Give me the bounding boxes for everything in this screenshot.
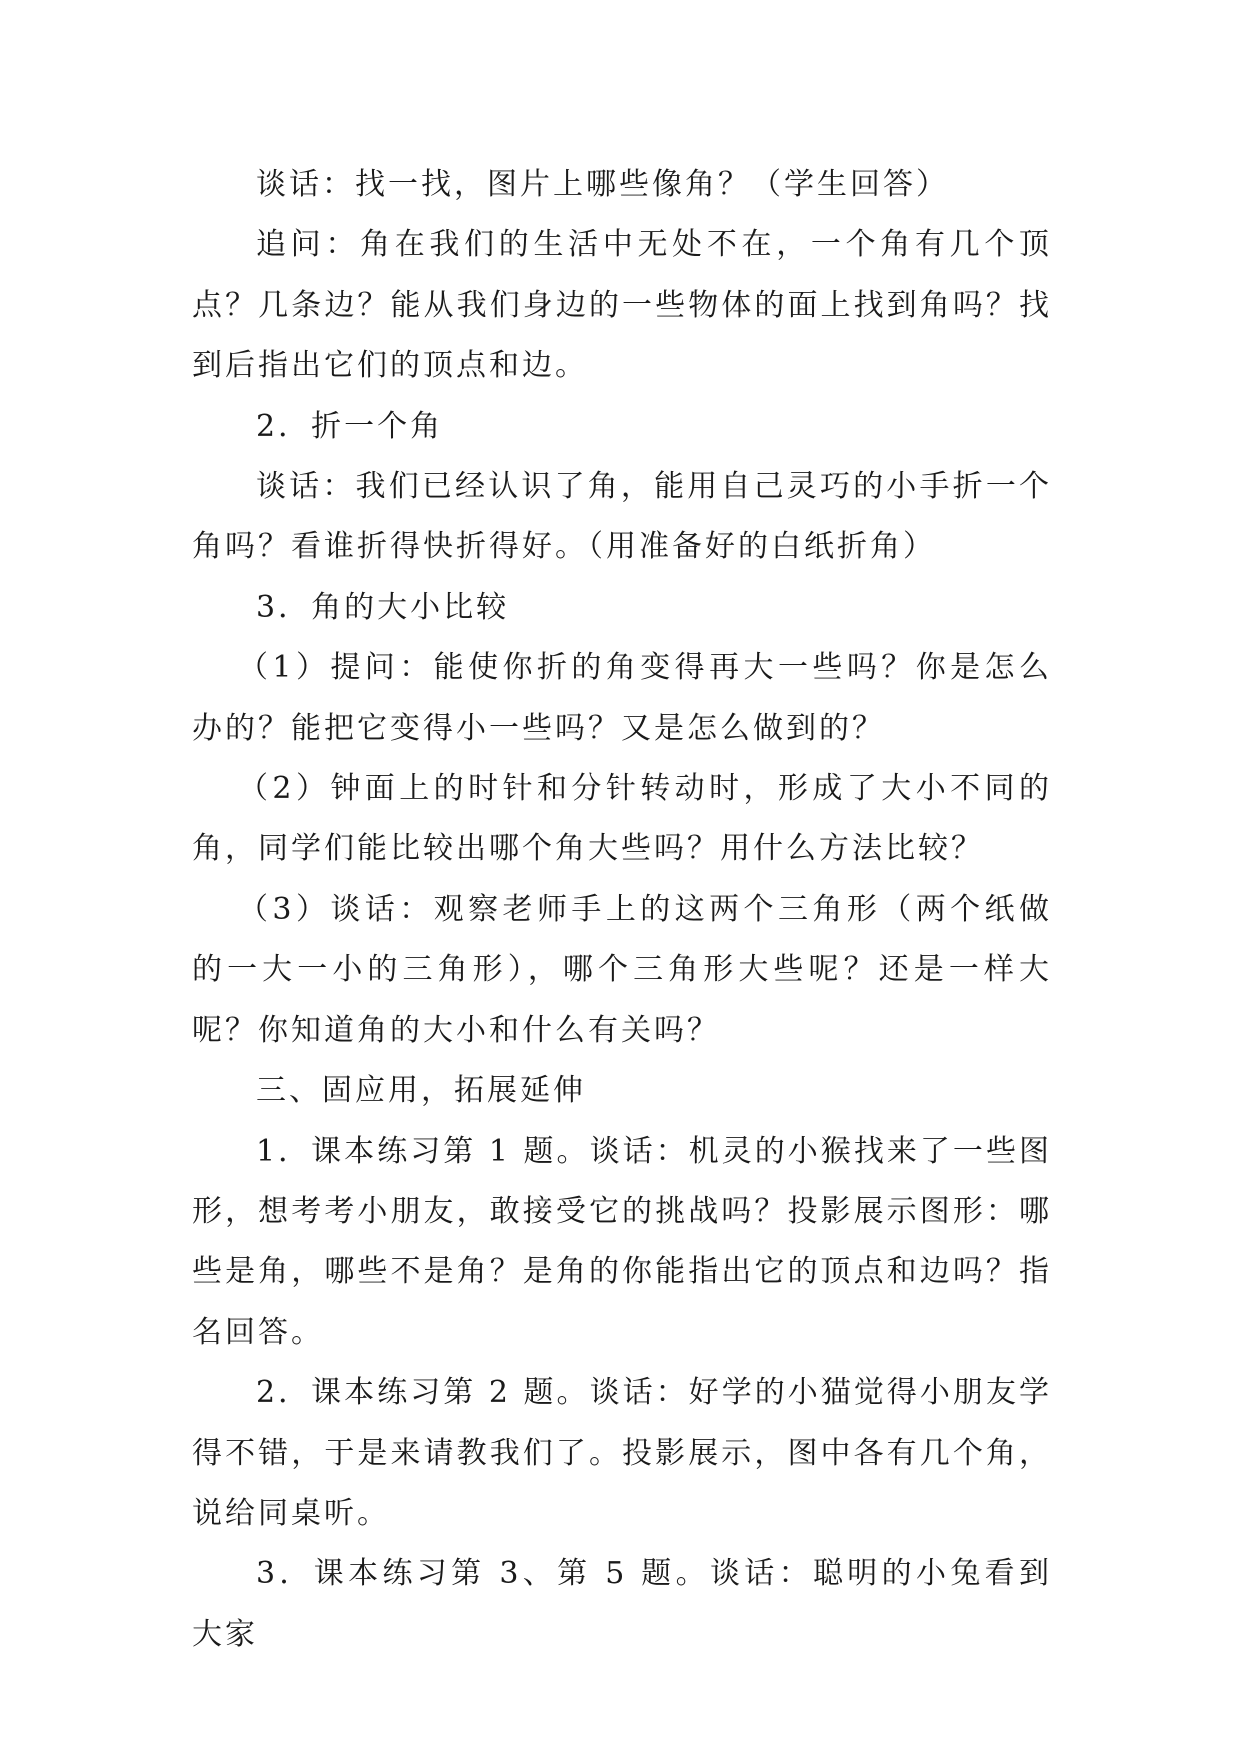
paragraph-fold-dialogue: 谈话：我们已经认识了角，能用自己灵巧的小手折一个角吗？看谁折得快折得好。（用准备好的白纸折角）: [192, 469, 1052, 565]
paragraph-exercise-1: 1．课本练习第 1 题。谈话：机灵的小猴找来了一些图形，想考考小朋友，敢接受它的挑战吗？投影展示图形：哪些是角，哪些不是角？是角的你能指出它的顶点和边吗？指名回答。: [192, 1133, 1052, 1350]
paragraph-exercise-2: 2．课本练习第 2 题。谈话：好学的小猫觉得小朋友学得不错，于是来请教我们了。投影展示，图中各有几个角，说给同桌听。: [192, 1375, 1052, 1531]
section-heading-fold-angle: 2．折一个角: [256, 408, 444, 444]
paragraph-exercise-3: 3．课本练习第 3、第 5 题。谈话：聪明的小兔看到大家: [192, 1556, 1052, 1652]
section-heading-apply-extend: 三、固应用，拓展延伸: [256, 1073, 586, 1109]
section-heading-compare-angles: 3．角的大小比较: [256, 589, 510, 625]
body-text: [192, 155, 1052, 1665]
paragraph-follow-up-question: 追问：角在我们的生活中无处不在，一个角有几个顶点？几条边？能从我们身边的一些物体的面上找到角吗？找到后指出它们的顶点和边。: [192, 227, 1052, 384]
paragraph-item-1: （1）提问：能使你折的角变得再大一些吗？你是怎么办的？能把它变得小一些吗？又是怎么做到的？: [192, 650, 1052, 746]
paragraph-dialogue-find-angles: 谈话：找一找，图片上哪些像角？（学生回答）: [256, 167, 949, 202]
paragraph-item-3: （3）谈话：观察老师手上的这两个三角形（两个纸做的一大一小的三角形），哪个三角形大些呢？还是一样大呢？你知道角的大小和什么有关吗？: [192, 891, 1052, 1048]
paragraph-item-2: （2）钟面上的时针和分针转动时，形成了大小不同的角，同学们能比较出哪个角大些吗？用什么方法比较？: [192, 771, 1052, 867]
